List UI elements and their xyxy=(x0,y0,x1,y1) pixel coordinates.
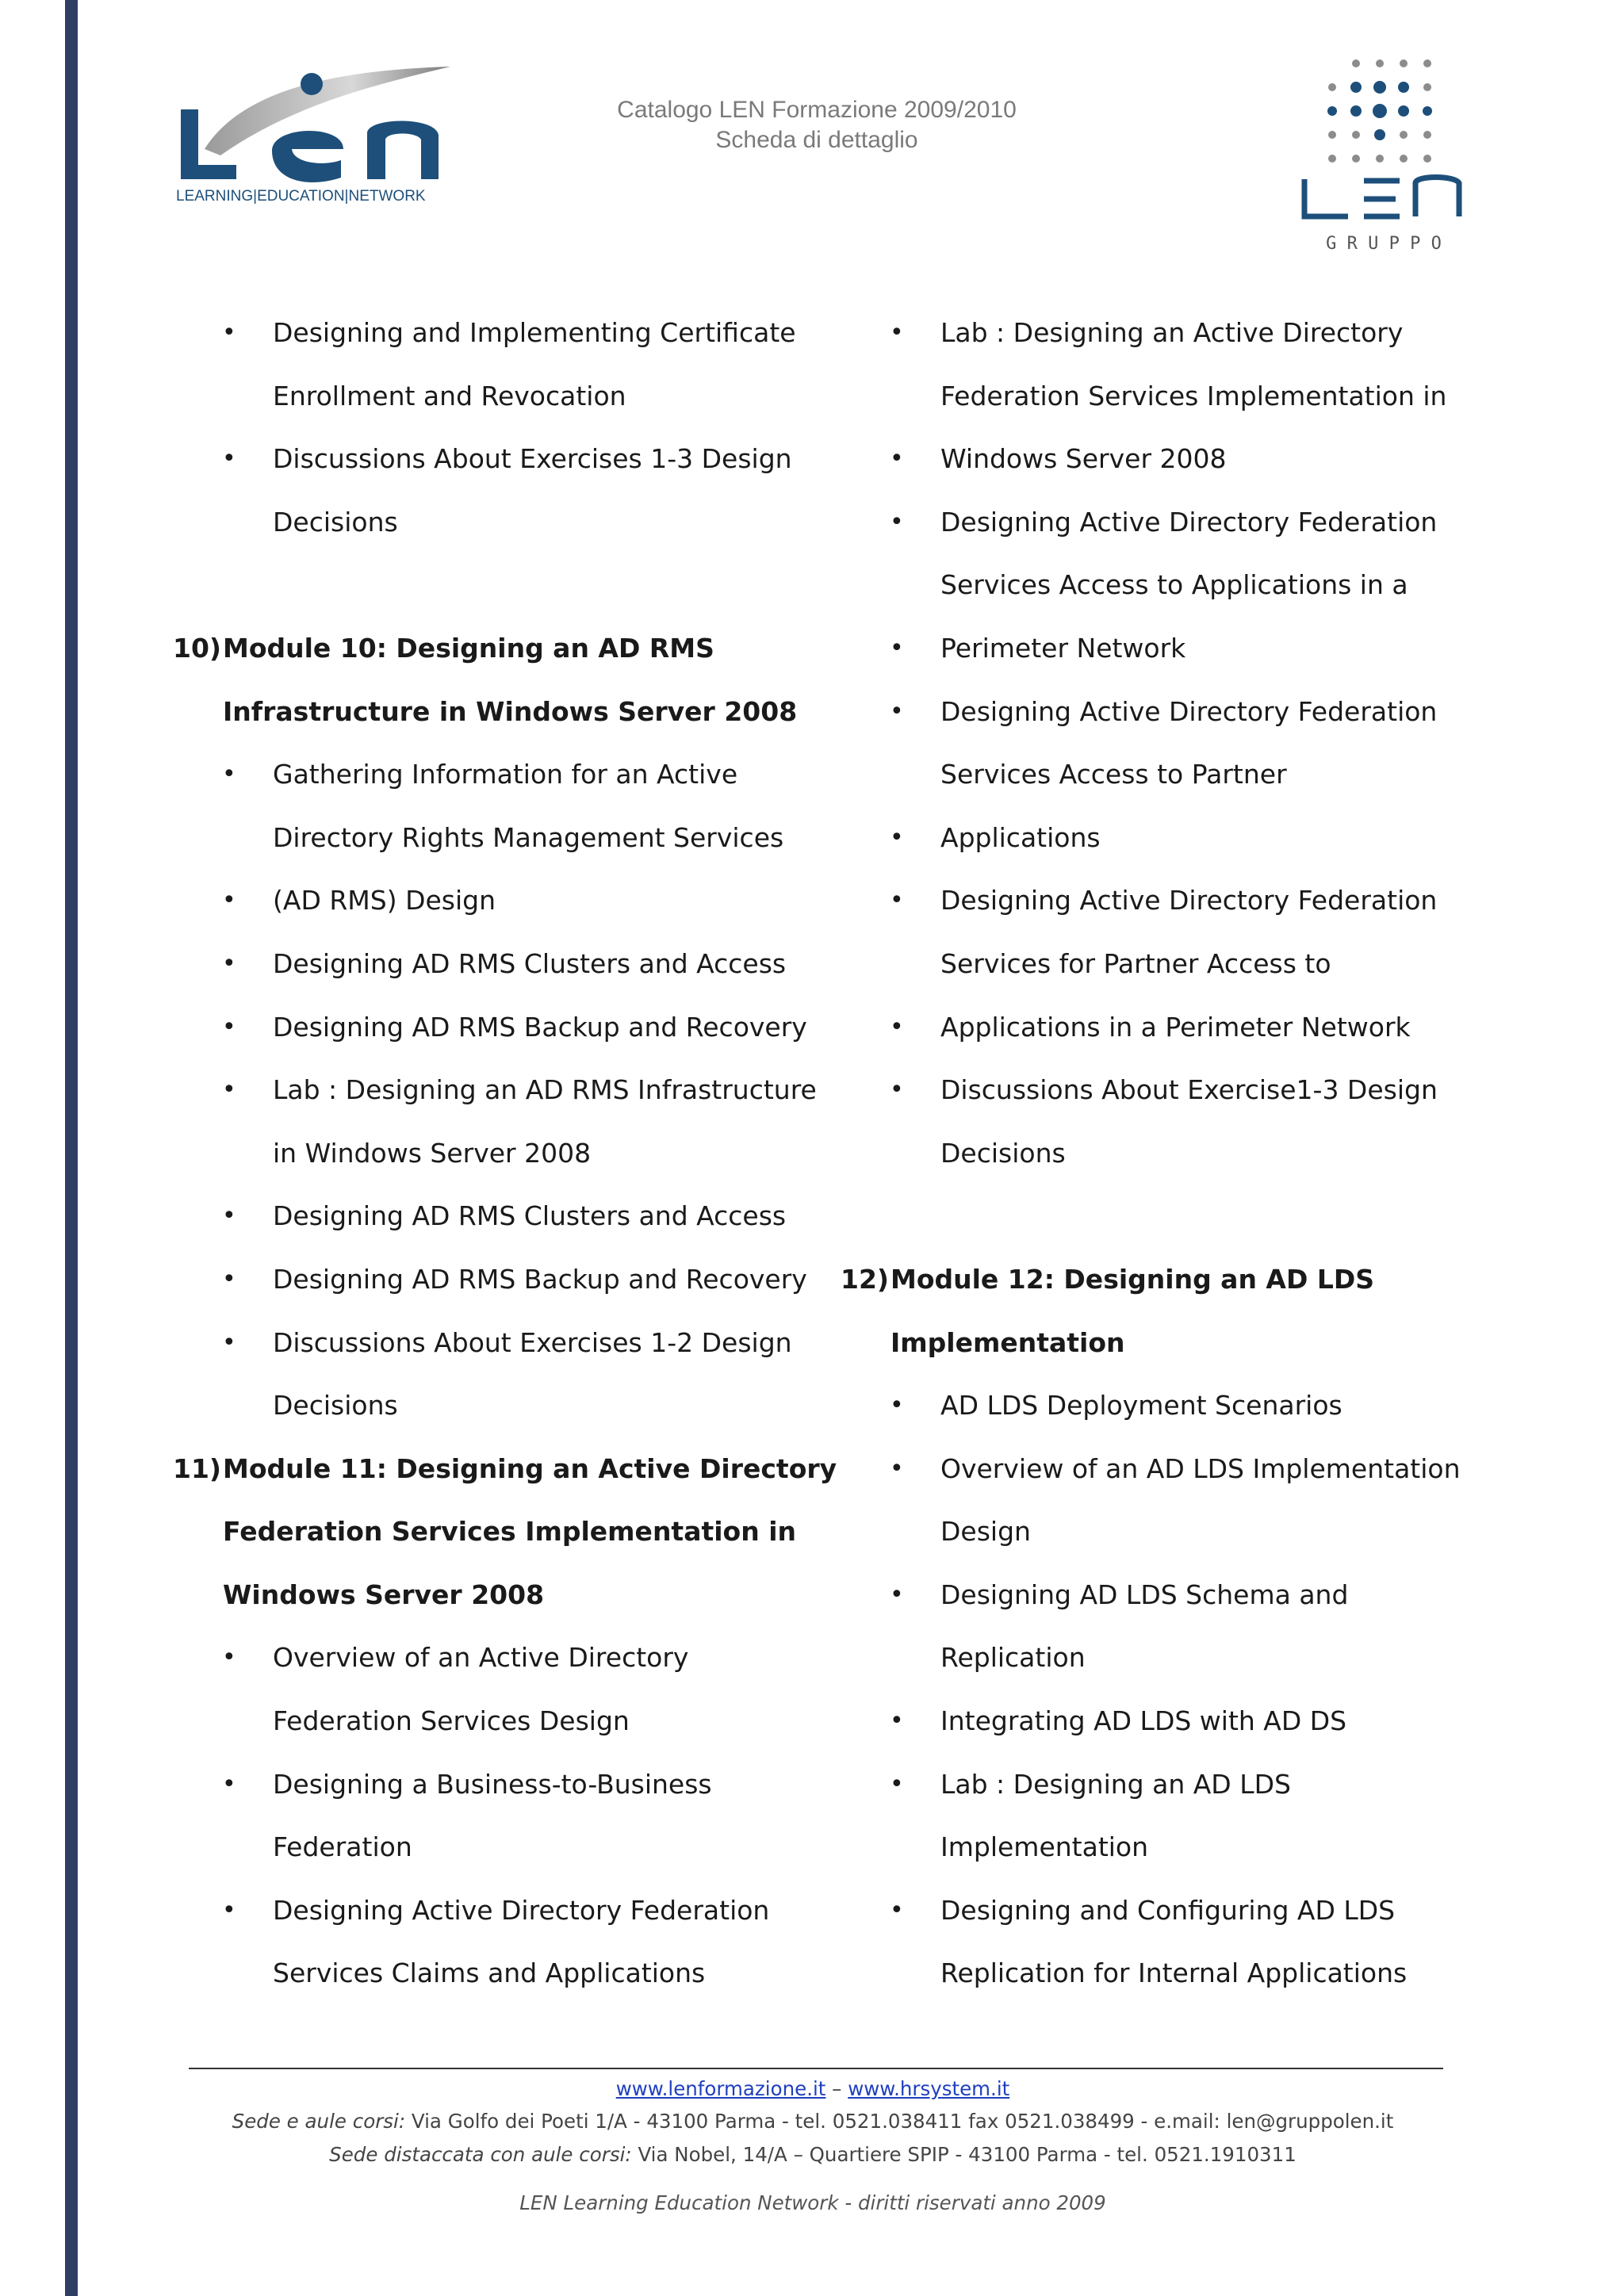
list-item-continuation: Federation xyxy=(273,1831,412,1863)
list-item-continuation: Replication xyxy=(940,1642,1086,1674)
module-12-heading-continuation: Implementation xyxy=(891,1326,1125,1358)
list-item-continuation: Directory Rights Management Services xyxy=(273,821,784,853)
bullet-icon: • xyxy=(890,1076,904,1104)
bullet-icon: • xyxy=(890,1770,904,1798)
list-item: • AD LDS Deployment Scenarios xyxy=(841,1374,1491,1437)
len-gruppo-logo xyxy=(1293,52,1475,258)
list-item: • Perimeter Network xyxy=(841,617,1491,680)
spacer xyxy=(841,1184,1491,1248)
bullet-icon: • xyxy=(222,1644,236,1672)
bullet-icon: • xyxy=(890,823,904,851)
list-item: • Designing a Business-to-Business xyxy=(173,1753,823,1816)
bullet-icon: • xyxy=(890,697,904,725)
list-item: • Designing Active Directory Federation xyxy=(841,491,1491,554)
bullet-icon: • xyxy=(222,1328,236,1357)
footer-divider xyxy=(189,2068,1443,2069)
list-item-continuation: Decisions xyxy=(273,1390,398,1422)
module-11-heading: 11) Module 11: Designing an Active Directory xyxy=(173,1452,837,1484)
list-item-continuation: Services Access to Partner xyxy=(940,759,1287,790)
len-logo-tagline: LEARNING|EDUCATION|NETWORK xyxy=(176,188,426,205)
module-11-heading-continuation: Federation Services Implementation in xyxy=(223,1516,797,1548)
list-item: • Designing AD RMS Clusters and Access xyxy=(173,932,823,996)
list-item: • Discussions About Exercise1-3 Design xyxy=(841,1058,1491,1122)
hrsystem-link[interactable]: www.hrsystem.it xyxy=(848,2077,1010,2100)
len-logo-graphic xyxy=(173,62,458,209)
list-item: • Designing AD RMS Backup and Recovery xyxy=(173,996,823,1059)
list-item: • Designing Active Directory Federation xyxy=(173,1879,823,1942)
right-column xyxy=(841,301,1491,2005)
footer-address-secondary xyxy=(159,2143,1467,2166)
len-gruppo-logo-graphic xyxy=(1293,52,1475,258)
len-gruppo-subtitle: G R U P P O xyxy=(1326,234,1442,254)
footer-address-text: Via Golfo dei Poeti 1/A - 43100 Parma - tel. 0521.038411 fax 0521.038499 - e.mail: len@gruppolen.it xyxy=(405,2110,1394,2133)
list-item-continuation: Decisions xyxy=(273,506,398,538)
list-item: • Designing AD RMS Backup and Recovery xyxy=(173,1248,823,1311)
len-logo xyxy=(173,62,458,209)
catalog-title: Catalogo LEN Formazione 2009/2010 xyxy=(617,97,1017,123)
catalog-subtitle: Scheda di dettaglio xyxy=(715,127,918,153)
bullet-icon: • xyxy=(222,949,236,978)
list-item: • Designing and Configuring AD LDS xyxy=(841,1879,1491,1942)
list-item: • Designing AD RMS Clusters and Access xyxy=(173,1184,823,1248)
bullet-icon: • xyxy=(890,1391,904,1420)
footer-address-label: Sede e aule corsi: xyxy=(232,2110,406,2133)
bullet-icon: • xyxy=(890,319,904,346)
bullet-icon: • xyxy=(890,1454,904,1483)
list-item: • Discussions About Exercises 1-2 Design xyxy=(173,1311,823,1375)
footer-copyright: LEN Learning Education Network - diritti riservati anno 2009 xyxy=(519,2191,1106,2214)
bullet-icon: • xyxy=(890,1580,904,1609)
link-separator: – xyxy=(825,2077,848,2100)
list-item-continuation: Implementation xyxy=(940,1831,1149,1863)
list-item-continuation: Federation Services Implementation in xyxy=(940,380,1447,411)
bullet-icon: • xyxy=(890,1707,904,1735)
list-item: • Applications in a Perimeter Network xyxy=(841,996,1491,1059)
bullet-icon: • xyxy=(890,886,904,915)
list-item: • Lab : Designing an AD LDS xyxy=(841,1753,1491,1816)
list-item-continuation: Enrollment and Revocation xyxy=(273,380,626,411)
list-item-continuation: Federation Services Design xyxy=(273,1705,630,1737)
list-item: • Lab : Designing an Active Directory xyxy=(841,301,1491,365)
footer-secondary-label: Sede distaccata con aule corsi: xyxy=(329,2143,632,2166)
list-item: • Gathering Information for an Active xyxy=(173,743,823,806)
list-item: • (AD RMS) Design xyxy=(173,869,823,932)
list-item: • Discussions About Exercises 1-3 Design xyxy=(173,427,823,491)
bullet-icon: • xyxy=(890,1896,904,1924)
left-margin-bar xyxy=(65,0,78,2296)
list-item-continuation: Services for Partner Access to xyxy=(940,947,1331,979)
list-item-continuation: Design xyxy=(940,1516,1031,1548)
bullet-icon: • xyxy=(222,760,236,789)
list-item: • Lab : Designing an AD RMS Infrastructure xyxy=(173,1058,823,1122)
bullet-icon: • xyxy=(890,1012,904,1041)
list-item: • Overview of an AD LDS Implementation xyxy=(841,1437,1491,1501)
footer-links xyxy=(159,2077,1467,2100)
bullet-icon: • xyxy=(222,1202,236,1230)
list-item-continuation: Replication for Internal Applications xyxy=(940,1957,1408,1989)
lenformazione-link[interactable]: www.lenformazione.it xyxy=(615,2077,826,2100)
page-header xyxy=(571,95,1063,155)
bullet-icon: • xyxy=(222,1076,236,1104)
bullet-icon: • xyxy=(222,445,236,473)
footer-secondary-text: Via Nobel, 14/A – Quartiere SPIP - 43100 Parma - tel. 0521.1910311 xyxy=(631,2143,1297,2166)
bullet-icon: • xyxy=(890,445,904,473)
bullet-icon: • xyxy=(222,1265,236,1293)
module-10-heading-continuation: Infrastructure in Windows Server 2008 xyxy=(223,695,798,727)
bullet-icon: • xyxy=(222,319,236,346)
module-10-heading: 10) Module 10: Designing an AD RMS xyxy=(173,632,714,664)
left-column xyxy=(173,301,837,2005)
bullet-icon: • xyxy=(222,1012,236,1041)
list-item-continuation: Services Claims and Applications xyxy=(273,1957,706,1989)
spacer xyxy=(173,553,823,617)
bullet-icon: • xyxy=(222,886,236,915)
list-item: • Designing Active Directory Federation xyxy=(841,680,1491,744)
list-item-continuation: Services Access to Applications in a xyxy=(940,569,1408,601)
list-item: • Designing AD LDS Schema and xyxy=(841,1563,1491,1627)
bullet-icon: • xyxy=(222,1896,236,1924)
bullet-icon: • xyxy=(890,507,904,536)
list-item: • Windows Server 2008 xyxy=(841,427,1491,491)
module-12-heading: 12) Module 12: Designing an AD LDS xyxy=(841,1263,1375,1295)
bullet-icon: • xyxy=(890,633,904,662)
list-item: • Designing Active Directory Federation xyxy=(841,869,1491,932)
list-item: • Overview of an Active Directory xyxy=(173,1626,823,1689)
module-11-heading-continuation: Windows Server 2008 xyxy=(223,1578,545,1610)
list-item-continuation: in Windows Server 2008 xyxy=(273,1137,592,1169)
list-item-continuation: Decisions xyxy=(940,1137,1066,1169)
list-item: • Integrating AD LDS with AD DS xyxy=(841,1689,1491,1753)
footer-address-main xyxy=(159,2110,1467,2133)
list-item: • Applications xyxy=(841,806,1491,870)
bullet-icon: • xyxy=(222,1770,236,1798)
list-item: • Designing and Implementing Certificate xyxy=(173,301,823,365)
